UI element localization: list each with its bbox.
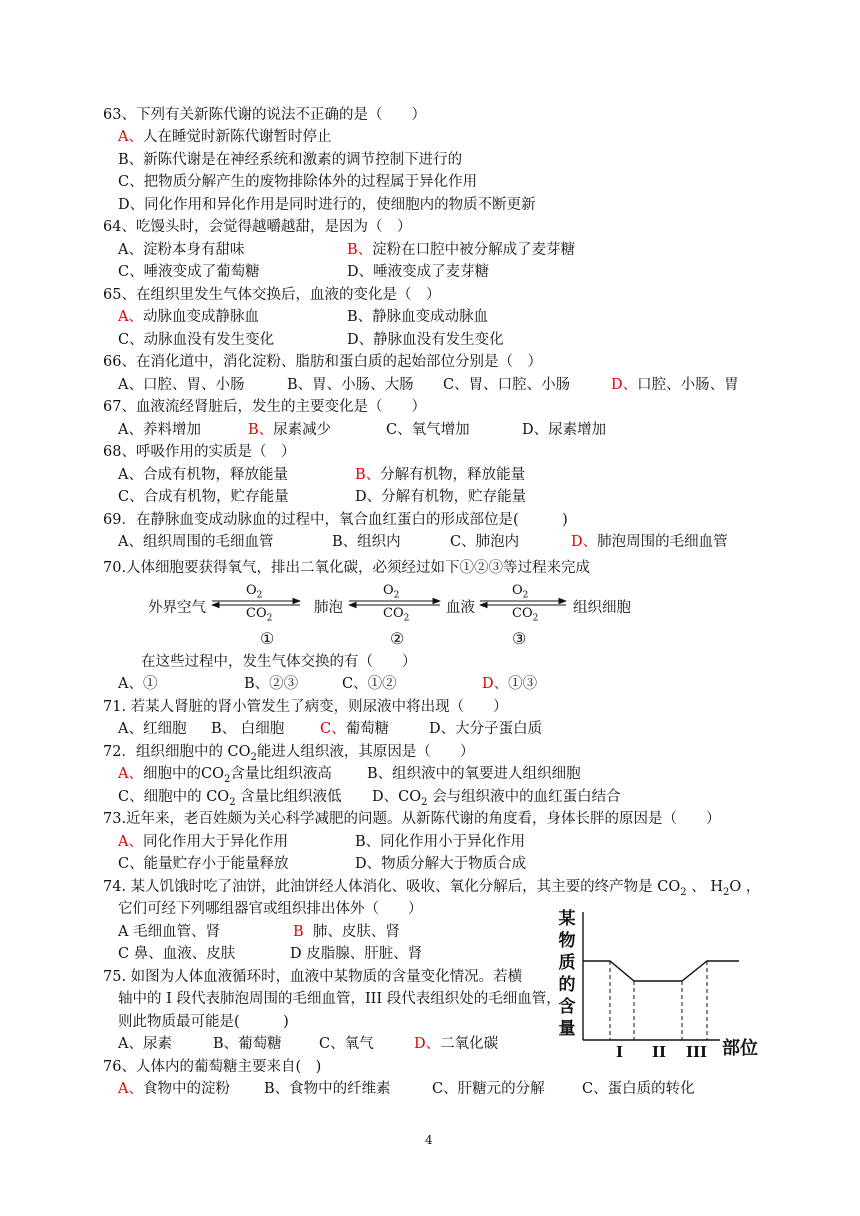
q65-option-a: A、动脉血变成静脉血: [118, 309, 259, 325]
q71-option-d: D、大分子蛋白质: [429, 721, 543, 737]
q67-option-b: B、尿素减少: [248, 422, 332, 438]
q73-option-c: C、能量贮存小于能量释放: [118, 856, 289, 872]
q70-co2-label-3: $CO_2$: [512, 606, 539, 624]
q75-chart-tick-3: III: [686, 1043, 708, 1061]
q75-chart-tick-1: I: [616, 1043, 624, 1061]
q70-option-d: D、①③: [482, 676, 538, 692]
q69-option-c: C、肺泡内: [450, 534, 520, 550]
q69-option-b: B、组织内: [332, 534, 401, 550]
q71-option-c: C、葡萄糖: [320, 721, 390, 737]
q67-stem: 67、血液流经肾脏后，发生的主要变化是（ ）: [103, 399, 426, 415]
q70-sub-question: 在这些过程中，发生气体交换的有（ ）: [141, 654, 417, 670]
q74-stem-line1: 74. 某人饥饿时吃了油饼，此油饼经人体消化、吸收、氧化分解后，其主要的终产物是 $CO_2$ 、 $H_2O$ ，: [103, 879, 761, 898]
q70-o2-label-3: $O_2$: [512, 583, 529, 601]
q63-option-b: B、新陈代谢是在神经系统和激素的调节控制下进行的: [118, 152, 463, 168]
q75-chart-ylabel: 某物质的含量: [558, 909, 576, 1039]
q75-chart: [583, 912, 739, 1040]
q66-option-a: A、口腔、胃、小肠: [118, 377, 245, 393]
q72-stem: 72．组织细胞中的 $CO_2$能进人组织液，其原因是（ ）: [103, 744, 475, 763]
q71-option-a: A、红细胞: [118, 721, 187, 737]
q70-step-2: ②: [390, 629, 405, 648]
q75-option-b: B、葡萄糖: [213, 1036, 282, 1052]
q66-option-c: C、胃、口腔、小肠: [443, 377, 571, 393]
q73-option-b: B、同化作用小于异化作用: [355, 834, 526, 850]
q64-stem: 64、吃馒头时，会觉得越嚼越甜，是因为（ ）: [103, 219, 412, 235]
q63-option-c: C、把物质分解产生的废物排除体外的过程属于异化作用: [118, 174, 478, 190]
q70-node-alveoli: 肺泡: [314, 600, 343, 616]
q72-option-b: B、组织液中的氧要进人组织细胞: [367, 766, 581, 782]
q63-option-a: A、人在睡觉时新陈代谢暂时停止: [118, 129, 332, 145]
q66-option-d: D、口腔、小肠、胃: [611, 377, 739, 393]
q66-stem: 66、在消化道中，消化淀粉、脂肪和蛋白质的起始部位分别是（ ）: [103, 354, 542, 370]
q70-option-b: B、②③: [244, 676, 299, 692]
arrow-1: [212, 601, 300, 605]
q67-option-a: A、养料增加: [118, 422, 201, 438]
q68-option-d: D、分解有机物，贮存能量: [355, 489, 527, 505]
q69-option-d: D、肺泡周围的毛细血管: [571, 534, 728, 550]
q68-option-a: A、合成有机物，释放能量: [118, 467, 288, 483]
q75-curve: [583, 961, 739, 981]
q71-option-b: B、 白细胞: [211, 721, 285, 737]
q70-step-3: ③: [512, 629, 527, 648]
q74-option-d: D 皮脂腺、肝脏、肾: [290, 946, 423, 962]
q70-node-tissue-cells: 组织细胞: [573, 600, 631, 616]
q74-option-c: C 鼻、血液、皮肤: [118, 946, 236, 962]
q76-stem: 76、人体内的葡萄糖主要来自( ): [103, 1059, 322, 1075]
q75-chart-xlabel: 部位: [722, 1038, 758, 1059]
q66-option-b: B、胃、小肠、大肠: [287, 377, 414, 393]
q65-stem: 65、在组织里发生气体交换后，血液的变化是（ ）: [103, 287, 441, 303]
q64-option-c: C、唾液变成了葡萄糖: [118, 264, 260, 280]
q75-stem-line2: 轴中的 I 段代表肺泡周围的毛细血管，III 段代表组织处的毛细血管，: [118, 991, 561, 1007]
q75-option-d: D、二氧化碳: [414, 1036, 499, 1052]
q76-option-d: C、蛋白质的转化: [582, 1081, 695, 1097]
q75-stem-line1: 75. 如图为人体血液循环时，血液中某物质的含量变化情况。若横: [103, 969, 523, 985]
page-number: 4: [425, 1133, 433, 1147]
q74-stem-line2: 它们可经下列哪组器官或组织排出体外（ ）: [118, 901, 423, 917]
q75-option-c: C、氧气: [319, 1036, 374, 1052]
arrow-2: [349, 601, 440, 605]
q70-option-c: C、①②: [342, 676, 397, 692]
q75-stem-line3: 则此物质最可能是( ): [118, 1014, 289, 1030]
q70-co2-label-1: $CO_2$: [246, 606, 273, 624]
q70-o2-label-2: $O_2$: [383, 583, 400, 601]
q69-stem: 69．在静脉血变成动脉血的过程中，氧合血红蛋白的形成部位是( ): [103, 512, 568, 528]
q64-option-d: D、唾液变成了麦芽糖: [347, 264, 490, 280]
q64-option-b: B、淀粉在口腔中被分解成了麦芽糖: [347, 242, 576, 258]
q73-option-d: D、物质分解大于物质合成: [355, 856, 527, 872]
q73-stem: 73.近年来，老百姓颇为关心科学减肥的问题。从新陈代谢的角度看，身体长胖的原因是（ ）: [103, 811, 721, 827]
q65-option-d: D、静脉血没有发生变化: [347, 332, 504, 348]
q76-option-a: A、食物中的淀粉: [118, 1081, 230, 1097]
q68-option-b: B、分解有机物，释放能量: [355, 467, 526, 483]
q75-chart-tick-2: II: [652, 1043, 667, 1061]
q70-node-blood: 血液: [446, 600, 475, 616]
q69-option-a: A、组织周围的毛细血管: [118, 534, 274, 550]
q70-stem: 70.人体细胞要获得氧气，排出二氧化碳，必须经过如下①②③等过程来完成: [103, 560, 591, 576]
q75-option-a: A、尿素: [118, 1036, 172, 1052]
q63-option-d: D、同化作用和异化作用是同时进行的，使细胞内的物质不断更新: [118, 197, 536, 213]
q65-option-b: B、静脉血变成动脉血: [347, 309, 489, 325]
arrow-3: [480, 601, 566, 605]
q63-stem: 63、下列有关新陈代谢的说法不正确的是（ ）: [103, 107, 426, 123]
q70-co2-label-2: $CO_2$: [383, 606, 410, 624]
q65-option-c: C、动脉血没有发生变化: [118, 332, 275, 348]
q73-option-a: A、同化作用大于异化作用: [118, 834, 288, 850]
q64-option-a: A、淀粉本身有甜味: [118, 242, 245, 258]
q68-option-c: C、合成有机物，贮存能量: [118, 489, 289, 505]
q74-option-a: A 毛细血管、肾: [118, 924, 221, 940]
q70-option-a: A、①: [118, 676, 158, 692]
q70-step-1: ①: [260, 629, 275, 648]
q70-node-outside-air: 外界空气: [148, 600, 206, 616]
q67-option-c: C、氧气增加: [386, 422, 470, 438]
q76-option-b: B、食物中的纤维素: [264, 1081, 391, 1097]
q70-o2-label-1: $O_2$: [246, 583, 263, 601]
q71-stem: 71. 若某人肾脏的肾小管发生了病变，则尿液中将出现（ ）: [103, 699, 508, 715]
q74-option-b: B 肺、皮肤、肾: [293, 924, 400, 940]
q72-option-d: D、$CO_2$ 会与组织液中的血红蛋白结合: [372, 789, 621, 808]
q76-option-c: C、肝糖元的分解: [432, 1081, 545, 1097]
q68-stem: 68、呼吸作用的实质是（ ）: [103, 444, 296, 460]
q72-option-c: C、细胞中的 $CO_2$ 含量比组织液低: [118, 789, 342, 808]
q72-option-a: A、细胞中的$CO_2$含量比组织液高: [118, 766, 332, 785]
q67-option-d: D、尿素增加: [522, 422, 607, 438]
